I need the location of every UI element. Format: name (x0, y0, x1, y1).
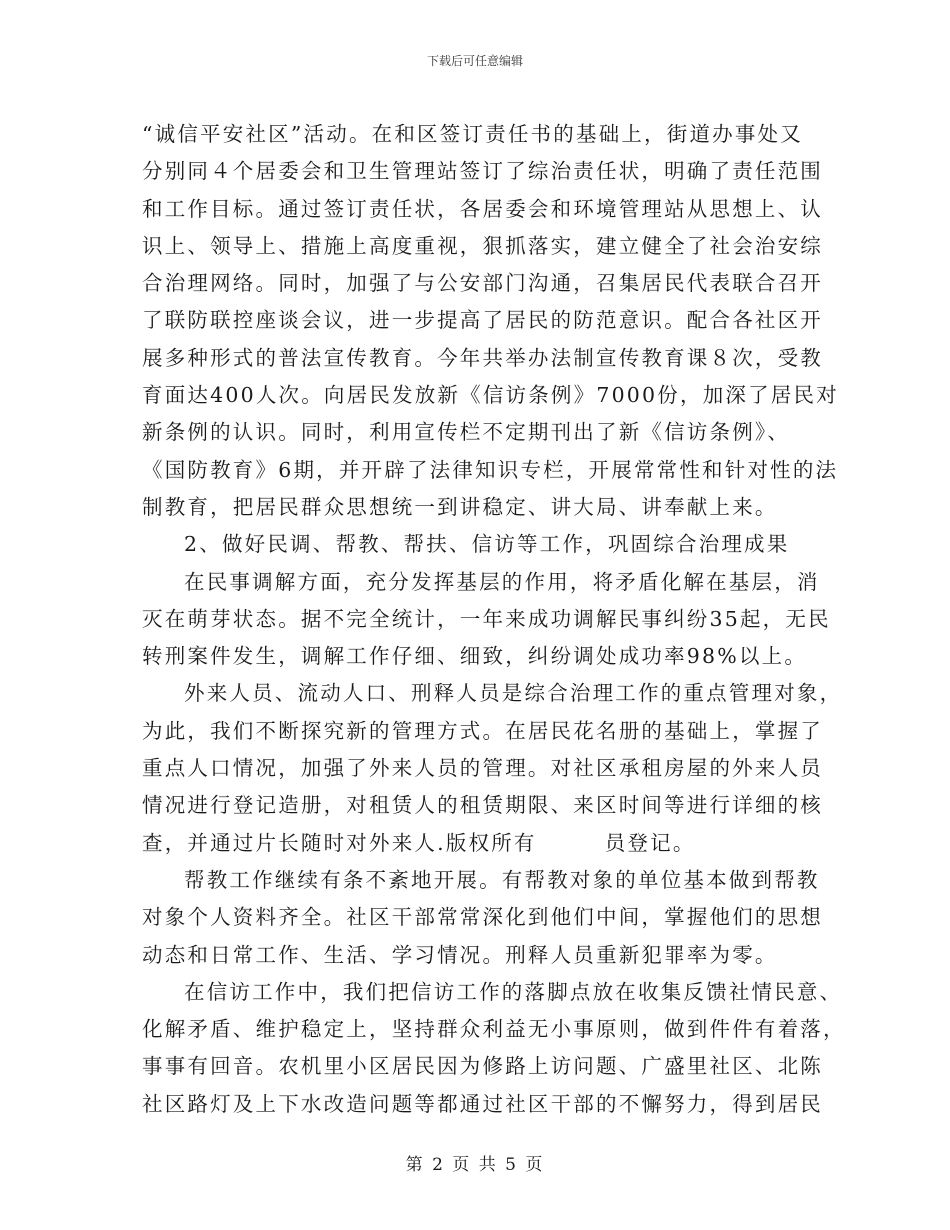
text-line: 社区路灯及上下水改造问题等都通过社区干部的不懈努力，得到居民 (142, 1091, 823, 1116)
text-line: 和工作目标。通过签订责任状，各居委会和环境管理站从思想上、认 (142, 196, 823, 221)
document-body (142, 116, 846, 1123)
text-line: 灭在萌芽状态。据不完全统计，一年来成功调解民事纠纷35起，无民 (142, 606, 831, 631)
text-line: 情况进行登记造册，对租赁人的租赁期限、来区时间等进行详细的核 (142, 793, 823, 818)
text-line: 重点人口情况，加强了外来人员的管理。对社区承租房屋的外来人员 (142, 756, 823, 781)
paragraph-start: 在信访工作中，我们把信访工作的落脚点放在收集反馈社情民意、 (184, 979, 843, 1004)
text-line: 新条例的认识。同时，利用宣传栏不定期刊出了新《信访条例》、 (142, 420, 791, 445)
text-line: 化解矛盾、维护稳定上，坚持群众利益无小事原则，做到件件有着落， (142, 1017, 846, 1042)
text-line: 合治理网络。同时，加强了与公安部门沟通，召集居民代表联合召开 (142, 271, 823, 296)
text-line: 育面达400人次。向居民发放新《信访条例》7000份，加深了居民对 (142, 383, 839, 408)
text-line: 对象个人资料齐全。社区干部常常深化到他们中间，掌握他们的思想 (142, 905, 823, 930)
text-line: 展多种形式的普法宣传教育。今年共举办法制宣传教育课８次，受教 (142, 345, 823, 370)
text-line: 查，并通过片长随时对外来人.版权所有 员登记。 (142, 830, 696, 855)
page-header: 下载后可任意编辑 (426, 54, 523, 68)
text-line: 为此，我们不断探究新的管理方式。在居民花名册的基础上，掌握了 (142, 718, 823, 743)
text-line: 转刑案件发生，调解工作仔细、细致，纠纷调处成功率98%以上。 (142, 644, 808, 669)
text-line: 了联防联控座谈会议，进一步提高了居民的防范意识。配合各社区开 (142, 308, 823, 333)
text-line: 事事有回音。农机里小区居民因为修路上访问题、广盛里社区、北陈 (142, 1054, 823, 1079)
text-line: 识上、领导上、措施上高度重视，狠抓落实，建立健全了社会治安综 (142, 233, 823, 258)
text-line: 《国防教育》6期，并开辟了法律知识专栏，开展常常性和针对性的法 (142, 457, 839, 482)
page-number-footer: 第 2 页 共 5 页 (405, 1155, 545, 1175)
text-line: 制教育，把居民群众思想统一到讲稳定、讲大局、讲奉献上来。 (142, 494, 778, 519)
paragraph-start: 在民事调解方面，充分发挥基层的作用，将矛盾化解在基层，消 (184, 569, 820, 594)
paragraph-start: 帮教工作继续有条不紊地开展。有帮教对象的单位基本做到帮教 (184, 867, 820, 892)
text-line: 动态和日常工作、生活、学习情况。刑释人员重新犯罪率为零。 (142, 942, 778, 967)
text-line: “诚信平安社区”活动。在和区签订责任书的基础上，街道办事处又 (142, 122, 803, 146)
text-line: 分别同４个居委会和卫生管理站签订了综治责任状，明确了责任范围 (142, 159, 823, 184)
paragraph-start: 外来人员、流动人口、刑释人员是综合治理工作的重点管理对象， (184, 681, 843, 706)
section-heading: 2、做好民调、帮教、帮扶、信访等工作，巩固综合治理成果 (184, 532, 790, 557)
